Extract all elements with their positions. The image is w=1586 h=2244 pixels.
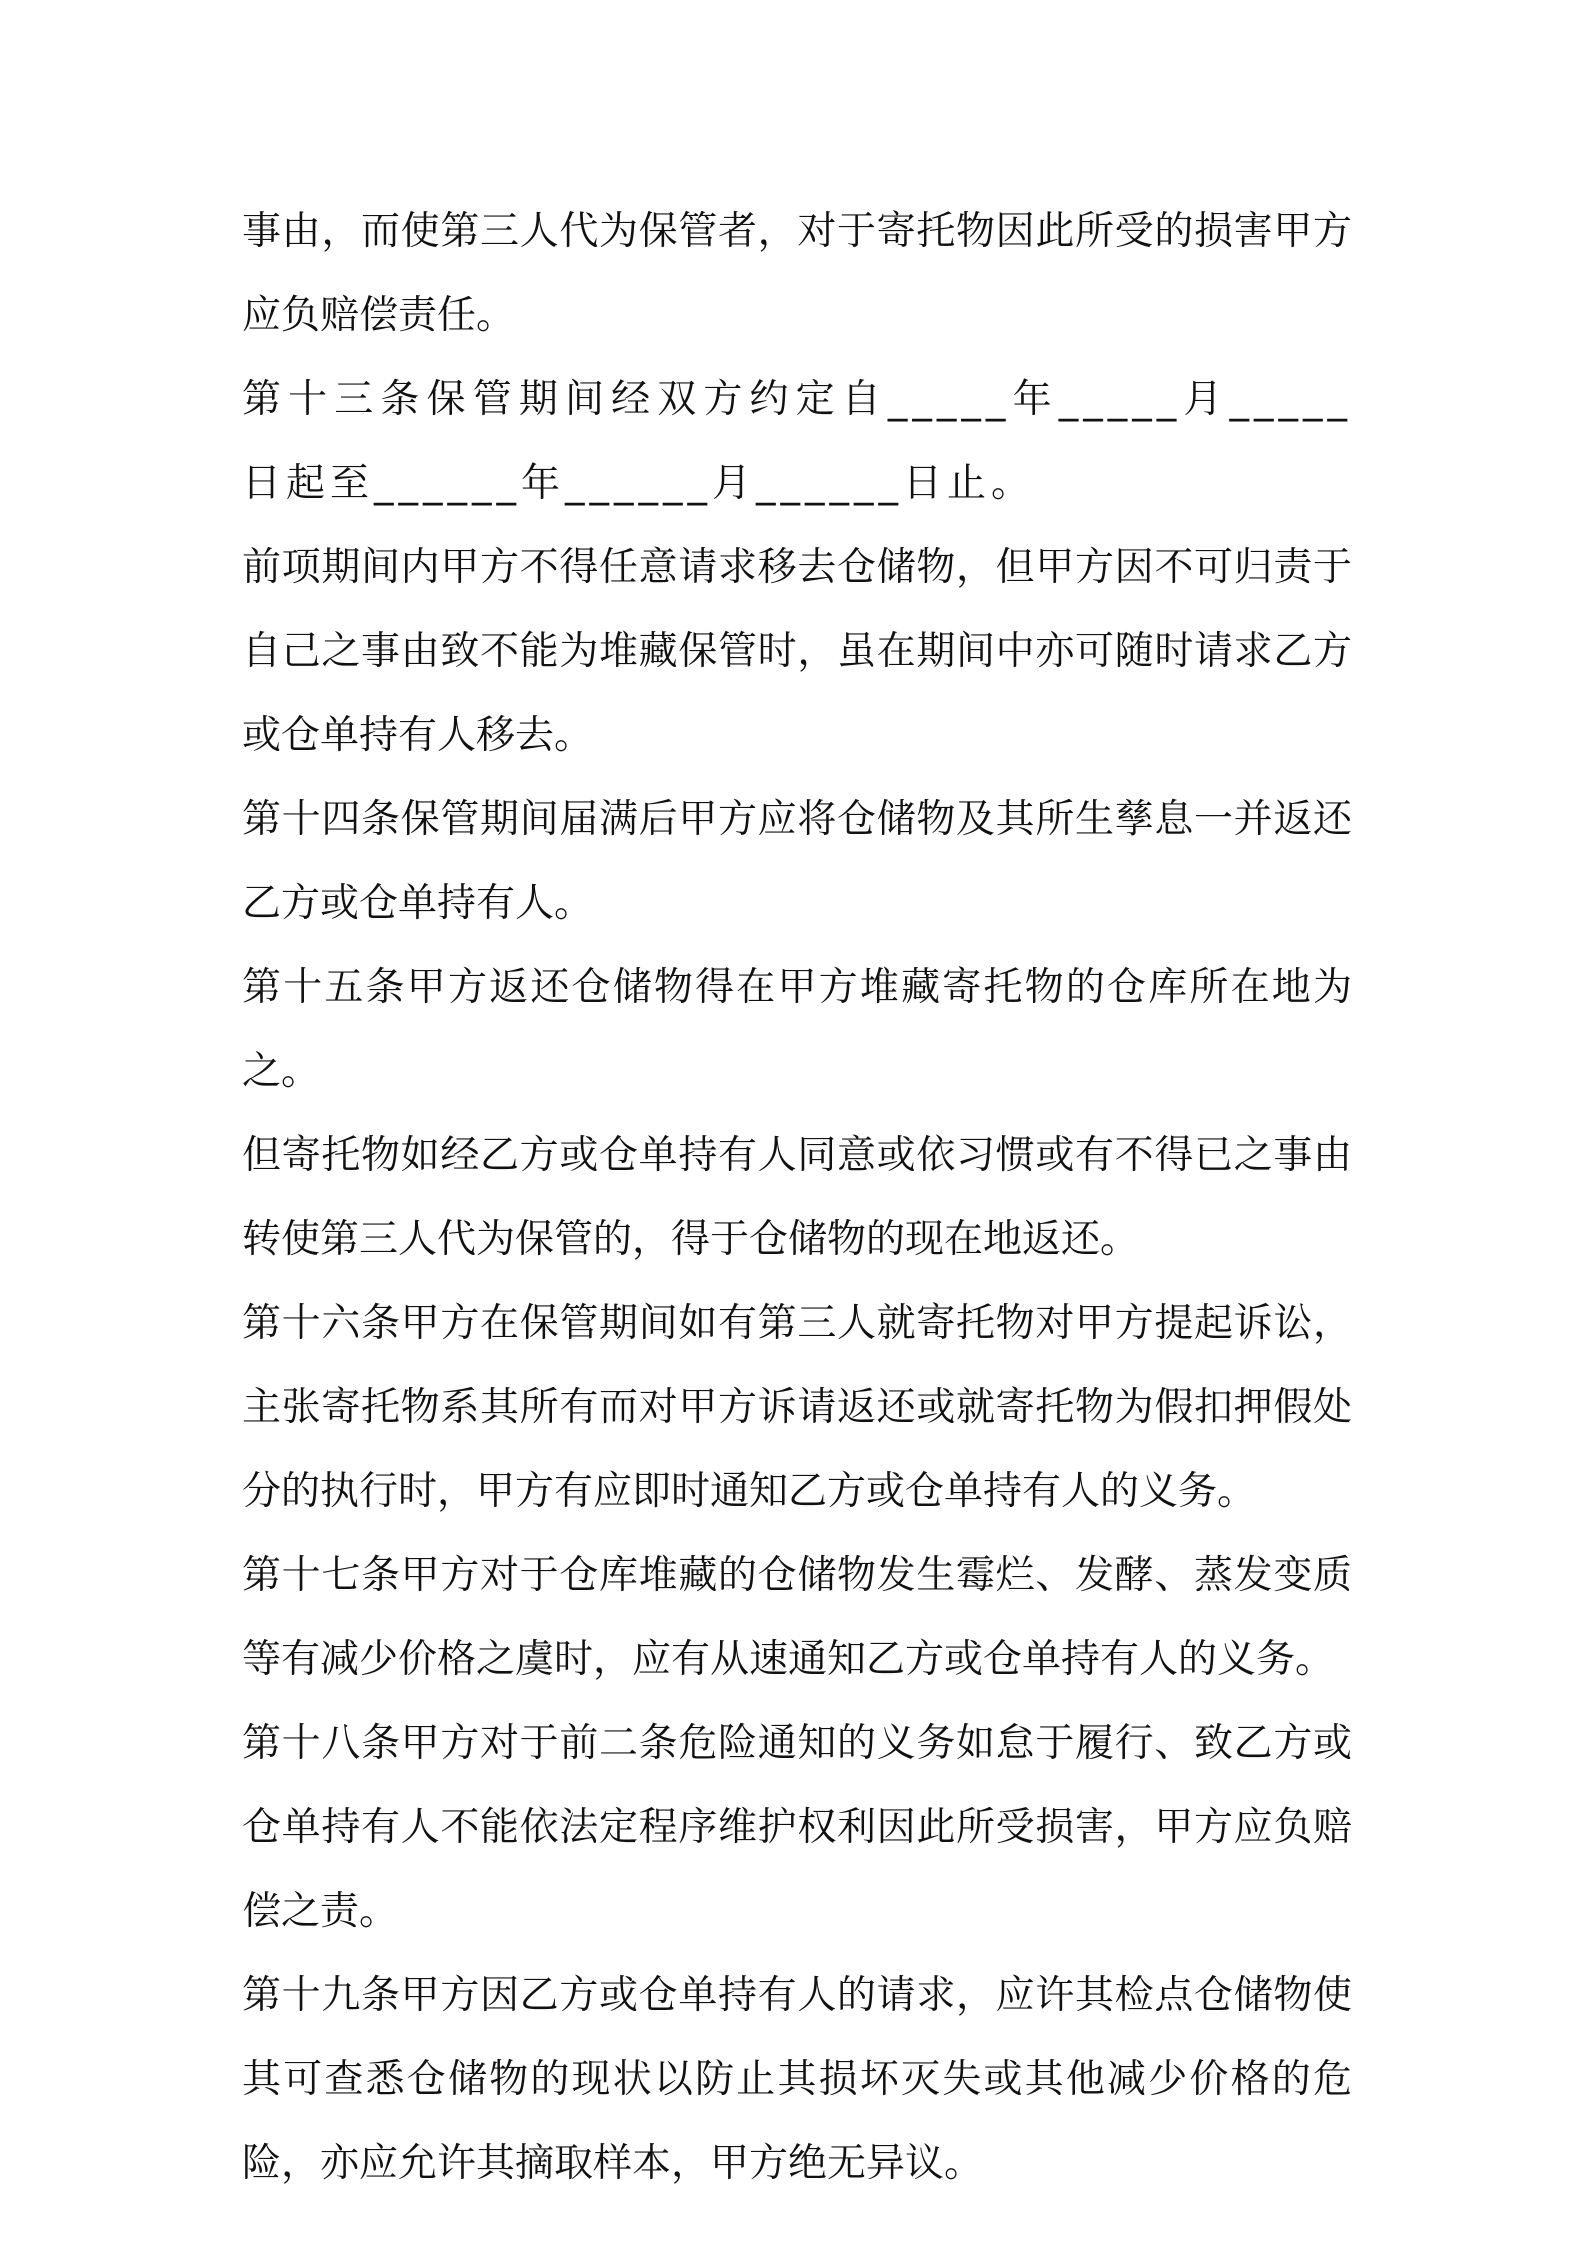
paragraph-article-12-continuation: 事由，而使第三人代为保管者，对于寄托物因此所受的损害甲方应负赔偿责任。 <box>242 209 1352 338</box>
paragraph-article-18: 第十八条甲方对于前二条危险通知的义务如怠于履行、致乙方或仓单持有人不能依法定程序维护权利因此所受损害，甲方应负赔偿之责。 <box>242 1721 1352 1934</box>
paragraph-article-13: 第十三条保管期间经双方约定自_____年_____月_____日起至______年______月______日止。 <box>242 377 1352 506</box>
paragraph-article-17: 第十七条甲方对于仓库堆藏的仓储物发生霉烂、发酵、蒸发变质等有减少价格之虞时，应有从速通知乙方或仓单持有人的义务。 <box>242 1553 1352 1682</box>
paragraph-article-15: 第十五条甲方返还仓储物得在甲方堆藏寄托物的仓库所在地为之。 <box>242 965 1352 1094</box>
paragraph-article-13-clause: 前项期间内甲方不得任意请求移去仓储物，但甲方因不可归责于自己之事由致不能为堆藏保管时，虽在期间中亦可随时请求乙方或仓单持有人移去。 <box>242 545 1352 758</box>
paragraph-article-14: 第十四条保管期间届满后甲方应将仓储物及其所生孳息一并返还乙方或仓单持有人。 <box>242 797 1352 926</box>
paragraph-article-16: 第十六条甲方在保管期间如有第三人就寄托物对甲方提起诉讼，主张寄托物系其所有而对甲方诉请返还或就寄托物为假扣押假处分的执行时，甲方有应即时通知乙方或仓单持有人的义务。 <box>242 1301 1352 1514</box>
document-body <box>242 190 1352 2206</box>
paragraph-article-15-clause: 但寄托物如经乙方或仓单持有人同意或依习惯或有不得已之事由转使第三人代为保管的，得于仓储物的现在地返还。 <box>242 1133 1352 1262</box>
paragraph-article-19: 第十九条甲方因乙方或仓单持有人的请求，应许其检点仓储物使其可查悉仓储物的现状以防止其损坏灭失或其他减少价格的危险，亦应允许其摘取样本，甲方绝无异议。 <box>242 1973 1352 2186</box>
